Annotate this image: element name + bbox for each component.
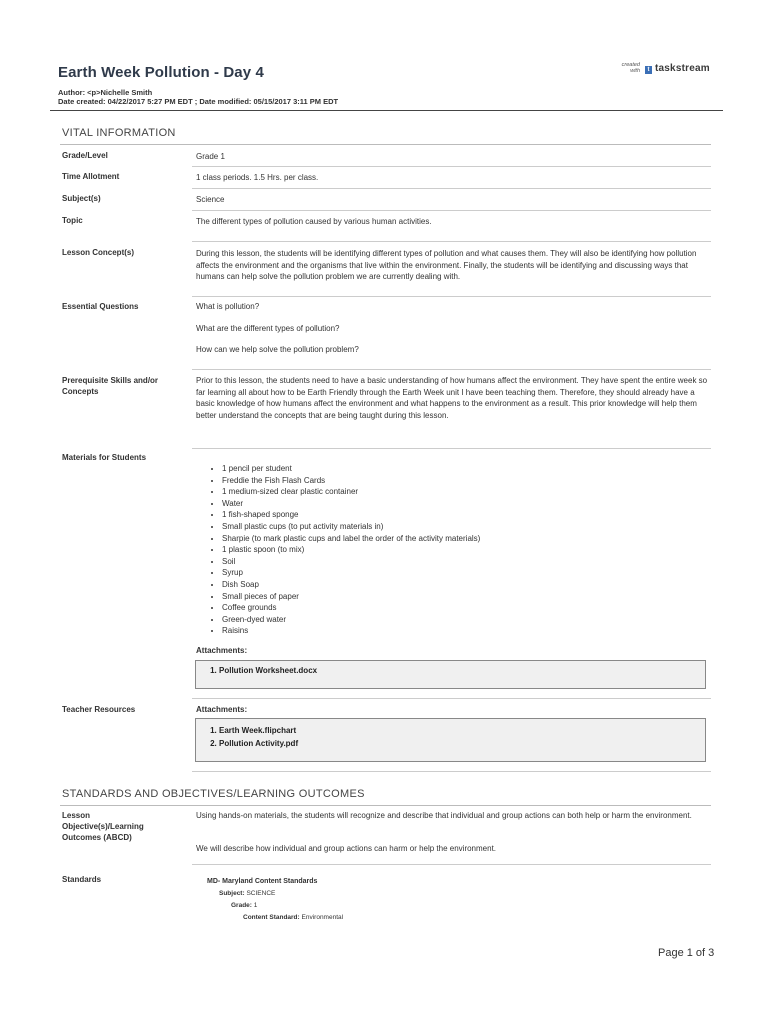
divider <box>192 448 711 449</box>
objective-value: Using hands-on materials, the students will recognize and describe that individual and group actions can both help or harm the environment. <box>196 811 692 820</box>
divider <box>60 805 711 806</box>
list-item: • Syrup <box>222 567 480 579</box>
divider <box>192 210 711 211</box>
section-heading-standards: STANDARDS AND OBJECTIVES/LEARNING OUTCOMES <box>62 788 365 800</box>
page-number: Page 1 of 3 <box>658 947 715 959</box>
grade-label: Grade/Level <box>62 151 108 160</box>
objective-label: Lesson Objective(s)/Learning Outcomes (ABCD) <box>62 811 144 842</box>
divider <box>192 296 711 297</box>
attachment-link[interactable]: 1. Earth Week.flipchart <box>219 725 705 738</box>
materials-list <box>196 463 480 637</box>
list-item: • Water <box>222 498 480 510</box>
list-item: • Coffee grounds <box>222 602 480 614</box>
taskstream-icon: t <box>645 66 652 74</box>
essential-question-2: What are the different types of pollution? <box>196 324 340 333</box>
author-line: Author: <p>Nichelle Smith <box>58 88 153 97</box>
standard-source: MD- Maryland Content Standards <box>207 878 318 885</box>
essential-question-1: What is pollution? <box>196 302 260 311</box>
divider <box>192 771 711 772</box>
page-title: Earth Week Pollution - Day 4 <box>58 64 264 81</box>
subject-label: Subject(s) <box>62 194 101 203</box>
list-item: • Freddie the Fish Flash Cards <box>222 475 480 487</box>
logo-created-text: created with <box>621 62 640 74</box>
list-item: • 1 fish-shaped sponge <box>222 509 480 521</box>
dates-line: Date created: 04/22/2017 5:27 PM EDT ; Date modified: 05/15/2017 3:11 PM EDT <box>58 97 339 106</box>
attachments-label: Attachments: <box>196 705 248 714</box>
prereq-value: Prior to this lesson, the students need to have a basic understanding of how humans affect the environment. They have spent the entire week so far learning all about how to be Earth Friendly through the Earth Week unit I have been teaching them. Therefore, they should already have a basic knowledge of how humans affect the environment and what happens to the environment as a result. This prior knowledge will help them better understand the concepts that are being taught during this lesson. <box>196 376 708 420</box>
standard-subject: Subject: SCIENCE <box>219 890 276 897</box>
standard-content: Content Standard: Environmental <box>243 914 344 921</box>
divider <box>192 369 711 370</box>
time-value: 1 class periods. 1.5 Hrs. per class. <box>196 173 319 182</box>
list-item: • Raisins <box>222 625 480 637</box>
time-label: Time Allotment <box>62 172 120 181</box>
taskstream-logo <box>614 62 714 80</box>
grade-value: Grade 1 <box>196 152 225 161</box>
objective-value-2: We will describe how individual and group actions can harm or help the environment. <box>196 844 497 853</box>
list-item: • 1 plastic spoon (to mix) <box>222 544 480 556</box>
prereq-label: Prerequisite Skills and/or Concepts <box>62 376 159 396</box>
list-item: • Small pieces of paper <box>222 591 480 603</box>
divider <box>192 698 711 699</box>
topic-value: The different types of pollution caused by various human activities. <box>196 217 432 226</box>
divider <box>192 188 711 189</box>
standards-label: Standards <box>62 875 102 884</box>
attachment-link[interactable]: 2. Pollution Activity.pdf <box>219 738 705 751</box>
section-heading-vital: VITAL INFORMATION <box>62 127 176 139</box>
teacher-resources-label: Teacher Resources <box>62 705 136 714</box>
divider <box>192 241 711 242</box>
materials-label: Materials for Students <box>62 453 147 462</box>
logo-brand: taskstream <box>655 63 710 74</box>
list-item: • Green-dyed water <box>222 614 480 626</box>
attachment-link[interactable]: 1. Pollution Worksheet.docx <box>219 665 705 678</box>
list-item: • Soil <box>222 556 480 568</box>
divider <box>60 144 711 145</box>
standard-grade: Grade: 1 <box>231 902 258 909</box>
essential-label: Essential Questions <box>62 302 139 311</box>
list-item: • Small plastic cups (to put activity materials in) <box>222 521 480 533</box>
list-item: • 1 medium-sized clear plastic container <box>222 486 480 498</box>
teacher-attachments-box <box>195 718 706 762</box>
list-item: • Sharpie (to mark plastic cups and label the order of the activity materials) <box>222 533 480 545</box>
subject-value: Science <box>196 195 225 204</box>
divider <box>192 166 711 167</box>
list-item: • Dish Soap <box>222 579 480 591</box>
list-item: • 1 pencil per student <box>222 463 480 475</box>
materials-attachments-box <box>195 660 706 689</box>
essential-question-3: How can we help solve the pollution problem? <box>196 345 359 354</box>
divider <box>192 864 711 865</box>
concept-value: During this lesson, the students will be identifying different types of pollution and what causes them. They will also be identifying how pollution affects the environment and the organisms that live within the environment. Finally, the students will be identifying and discussing ways that humans can help solve the pollution problem we are currently dealing with. <box>196 249 697 281</box>
topic-label: Topic <box>62 216 83 225</box>
header-divider <box>50 110 723 111</box>
attachments-label: Attachments: <box>196 646 248 655</box>
concept-label: Lesson Concept(s) <box>62 248 135 257</box>
